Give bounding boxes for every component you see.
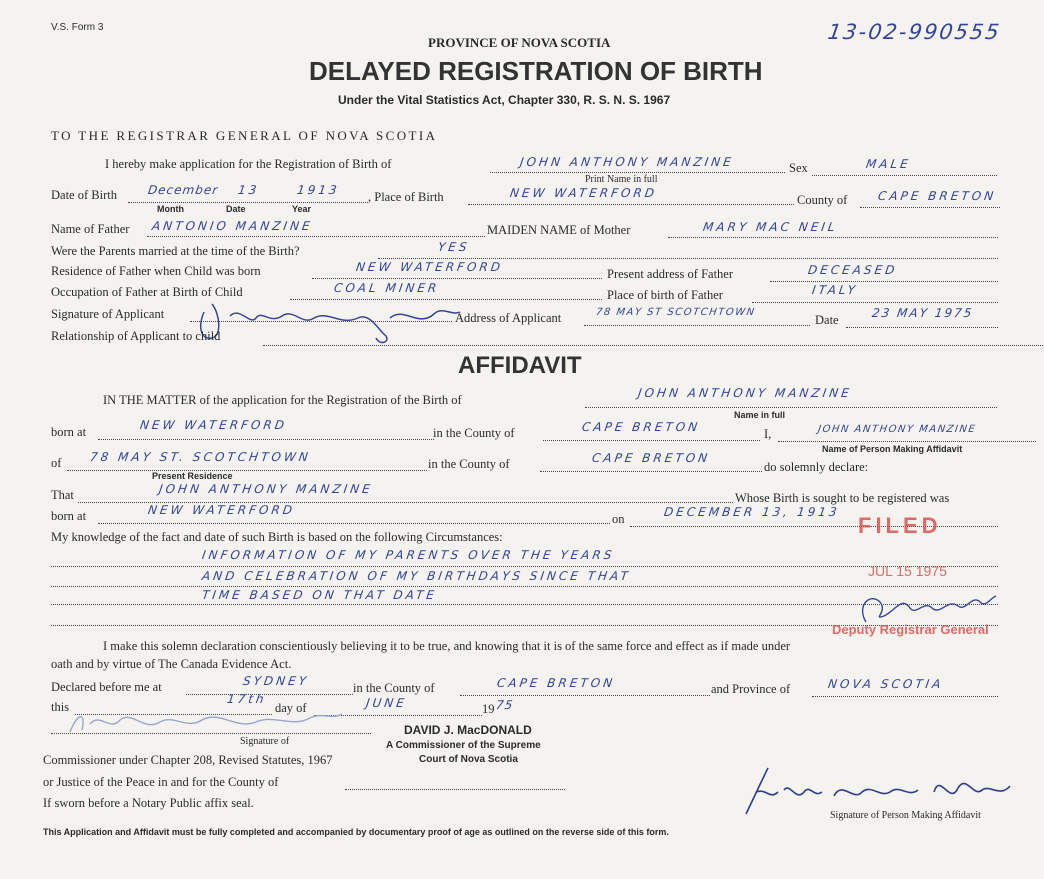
mother-line (668, 237, 998, 238)
born-at-value: NEW WATERFORD (139, 418, 289, 432)
residence-line-2 (67, 470, 427, 471)
born-at-line (98, 439, 434, 440)
place-of-birth-label: , Place of Birth (368, 190, 444, 204)
born-at-line-2 (98, 523, 610, 524)
county-value: CAPE BRETON (877, 189, 998, 203)
married-line (378, 258, 998, 259)
declare-text: do solemnly declare: (764, 460, 869, 474)
knowledge-text: My knowledge of the fact and date of such Birth is based on the following Circumstances: (51, 530, 503, 544)
this-label: this (51, 700, 70, 714)
stamp-official: Deputy Registrar General (832, 622, 989, 637)
dob-line (128, 202, 368, 203)
year-caption: Year (292, 204, 312, 214)
present-address-value: DECEASED (807, 263, 899, 277)
child-name-line (490, 172, 785, 173)
filed-stamp: FILED (858, 513, 942, 538)
father-value: ANTONIO MANZINE (151, 219, 314, 233)
month-value: JUNE (365, 696, 408, 710)
mother-value: MARY MAC NEIL (702, 220, 839, 234)
whose-birth-text: Whose Birth is sought to be registered was (735, 491, 950, 505)
residence-value: NEW WATERFORD (355, 260, 505, 274)
date-caption: Date (226, 204, 246, 214)
affidavit-name-value: JOHN ANTHONY MANZINE (637, 386, 853, 400)
applicant-address-value: 78 MAY ST SCOTCHTOWN (595, 307, 757, 318)
stamp-date: JUL 15 1975 (868, 563, 947, 579)
date-label: Date (815, 313, 839, 327)
applicant-signature-image (190, 296, 465, 352)
province-value: NOVA SCOTIA (827, 677, 945, 691)
commissioner-title-1: A Commissioner of the Supreme (386, 740, 541, 751)
on-label: on (612, 512, 625, 526)
circumstance-2: AND CELEBRATION OF MY BIRTHDAYS SINCE THAT (201, 569, 632, 583)
of-label: of (51, 456, 62, 470)
print-name-caption: Print Name in full (585, 174, 658, 185)
signature-label: Signature of Applicant (51, 307, 165, 321)
born-at-value-2: NEW WATERFORD (147, 503, 297, 517)
year-value: 75 (495, 698, 515, 712)
signature-of-caption: Signature of (240, 736, 290, 747)
i-label: I, (764, 427, 772, 441)
province-heading: PROVINCE OF NOVA SCOTIA (428, 35, 611, 50)
province-line (812, 696, 998, 697)
solemn-text-2: oath and by virtue of The Canada Evidence Act. (51, 657, 292, 671)
page-title: DELAYED REGISTRATION OF BIRTH (309, 56, 763, 86)
deponent-value: JOHN ANTHONY MANZINE (817, 424, 977, 435)
declared-label: Declared before me at (51, 680, 162, 694)
affidavit-county-value: CAPE BRETON (581, 420, 702, 434)
date-value: 23 MAY 1975 (871, 306, 975, 320)
commissioner-name: DAVID J. MacDONALD (404, 723, 532, 737)
county-label: County of (797, 193, 848, 207)
applicant-address-label: Address of Applicant (455, 311, 562, 325)
circumstance-3: TIME BASED ON THAT DATE (201, 588, 438, 602)
place-of-birth-value: NEW WATERFORD (509, 186, 659, 200)
on-date-value: DECEMBER 13, 1913 (663, 505, 841, 519)
deponent-caption: Name of Person Making Affidavit (822, 444, 963, 454)
occupation-value: COAL MINER (333, 281, 441, 295)
dob-month-value: December (147, 183, 220, 197)
circumstance-1: INFORMATION OF MY PARENTS OVER THE YEARS (201, 548, 616, 562)
on-line (630, 526, 998, 527)
born-at-label: born at (51, 425, 87, 439)
solemn-text-1: I make this solemn declaration conscientiously believing it to be true, and knowing that it is of the same force and effect as if made under (103, 639, 791, 653)
that-label: That (51, 488, 74, 502)
circ-line-1 (51, 566, 998, 567)
commissioner-signature-image (60, 704, 360, 740)
county-line-3 (540, 471, 762, 472)
father-birthplace-label: Place of birth of Father (607, 288, 723, 302)
declared-line (186, 694, 353, 695)
present-address-line (770, 281, 998, 282)
year-prefix: 19 (482, 702, 495, 716)
father-birthplace-line (752, 302, 998, 303)
deponent-line (778, 441, 1036, 442)
month-caption: Month (157, 204, 184, 214)
that-name-value: JOHN ANTHONY MANZINE (158, 482, 374, 496)
married-value: YES (437, 240, 471, 254)
declared-county-value: CAPE BRETON (496, 676, 617, 690)
in-county-label: in the County of (433, 426, 515, 440)
justice-line-text: or Justice of the Peace in and for the County of (43, 775, 279, 789)
born-at-label-2: born at (51, 509, 87, 523)
footer-instruction: This Application and Affidavit must be fully completed and accompanied by documentary proof of age as outlined on the reverse side of this form. (43, 827, 669, 837)
affidavit-county-value-2: CAPE BRETON (591, 451, 712, 465)
name-caption: Name in full (734, 410, 786, 420)
application-intro: I hereby make application for the Registration of Birth of (105, 157, 392, 171)
form-number: V.S. Form 3 (51, 22, 104, 33)
province-label: and Province of (711, 682, 791, 696)
sex-line (812, 175, 997, 176)
present-address-label: Present address of Father (607, 267, 734, 281)
mother-label: MAIDEN NAME of Mother (487, 223, 631, 237)
notary-line-text: If sworn before a Notary Public affix seal. (43, 796, 254, 810)
father-line (147, 236, 485, 237)
county-line-2 (543, 440, 760, 441)
affidavit-intro: IN THE MATTER of the application for the Registration of the Birth of (103, 393, 462, 407)
residence-label: Residence of Father when Child was born (51, 264, 261, 278)
file-number: 13-02-990555 (826, 20, 1003, 44)
dob-label: Date of Birth (51, 188, 117, 202)
day-value: 17th (226, 692, 268, 706)
declared-at-value: SYDNEY (242, 674, 311, 688)
place-line (468, 204, 794, 205)
applicant-address-line (584, 325, 810, 326)
sex-label: Sex (789, 161, 808, 175)
registrar-heading: TO THE REGISTRAR GENERAL OF NOVA SCOTIA (51, 128, 438, 143)
sex-value: MALE (865, 157, 912, 171)
relationship-line (263, 345, 1043, 346)
in-county-label-3: in the County of (353, 681, 435, 695)
deponent-signature-caption: Signature of Person Making Affidavit (830, 810, 981, 821)
date-line (846, 327, 998, 328)
child-name-value: JOHN ANTHONY MANZINE (519, 155, 735, 169)
dob-date-value: 13 (237, 183, 261, 197)
relationship-label: Relationship of Applicant to child (51, 329, 221, 343)
married-label: Were the Parents married at the time of the Birth? (51, 244, 300, 258)
commissioner-title-2: Court of Nova Scotia (419, 754, 518, 765)
page-subtitle: Under the Vital Statistics Act, Chapter 330, R. S. N. S. 1967 (338, 93, 671, 107)
day-of-label: day of (275, 701, 307, 715)
county-line (860, 207, 1000, 208)
affidavit-heading: AFFIDAVIT (458, 352, 582, 379)
residence-caption: Present Residence (152, 471, 233, 481)
father-label: Name of Father (51, 222, 130, 236)
justice-county-line (345, 789, 565, 790)
commissioner-line-text: Commissioner under Chapter 208, Revised Statutes, 1967 (43, 753, 333, 767)
occupation-label: Occupation of Father at Birth of Child (51, 285, 243, 299)
father-birthplace-value: ITALY (811, 283, 859, 297)
affidavit-residence-value: 78 MAY ST. SCOTCHTOWN (89, 450, 312, 464)
county-line-4 (460, 695, 710, 696)
affidavit-name-line (585, 407, 997, 408)
residence-line (312, 278, 602, 279)
dob-year-value: 1913 (296, 183, 341, 197)
in-county-label-2: in the County of (428, 457, 510, 471)
